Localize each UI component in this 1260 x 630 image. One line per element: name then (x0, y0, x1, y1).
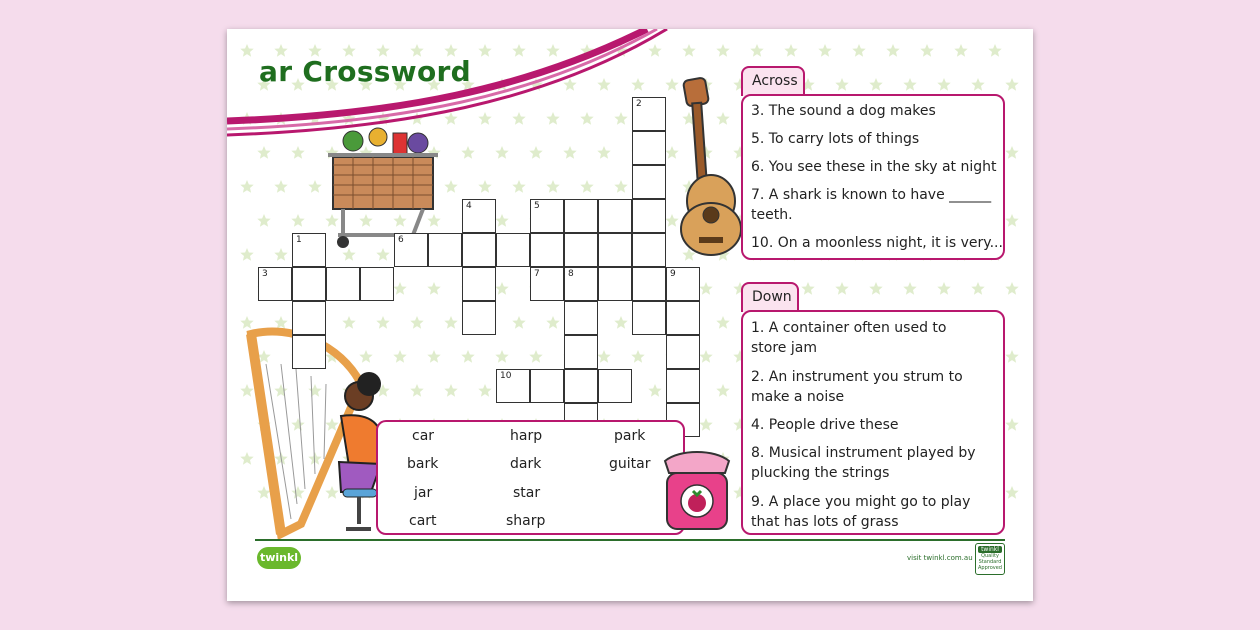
quality-badge (975, 543, 1005, 575)
word-bank-item: park (614, 428, 646, 444)
crossword-cell[interactable] (564, 369, 598, 403)
down-clue: 9. A place you might go to play (751, 494, 971, 510)
word-bank-item: star (513, 485, 541, 501)
crossword-cell[interactable] (598, 233, 632, 267)
clue-number: 1 (296, 235, 302, 245)
down-clue: 1. A container often used to (751, 320, 947, 336)
crossword-cell[interactable] (632, 301, 666, 335)
clue-number: 8 (568, 269, 574, 279)
clue-number: 5 (534, 201, 540, 211)
crossword-cell[interactable] (632, 131, 666, 165)
crossword-cell[interactable] (326, 267, 360, 301)
word-bank (376, 420, 685, 535)
crossword-cell[interactable] (292, 267, 326, 301)
down-clue: make a noise (751, 389, 845, 405)
crossword-cell[interactable] (462, 301, 496, 335)
across-clue: 5. To carry lots of things (751, 131, 920, 147)
clue-number: 6 (398, 235, 404, 245)
crossword-cell[interactable] (462, 267, 496, 301)
crossword-cell[interactable] (462, 199, 496, 233)
word-bank-item: bark (407, 456, 439, 472)
jam-jar-illustration (659, 447, 735, 533)
down-clue: store jam (751, 340, 817, 356)
crossword-cell[interactable] (632, 267, 666, 301)
crossword-cell[interactable] (632, 165, 666, 199)
word-bank-item: dark (510, 456, 542, 472)
crossword-cell[interactable] (564, 199, 598, 233)
crossword-cell[interactable] (632, 233, 666, 267)
crossword-cell[interactable] (632, 97, 666, 131)
down-clue: 4. People drive these (751, 417, 899, 433)
crossword-cell[interactable] (360, 267, 394, 301)
down-clue: 8. Musical instrument played by (751, 445, 976, 461)
crossword-cell[interactable] (564, 267, 598, 301)
word-bank-item: cart (409, 513, 437, 529)
across-clue: 7. A shark is known to have ______ (751, 187, 992, 203)
crossword-cell[interactable] (530, 199, 564, 233)
across-heading: Across (752, 73, 798, 89)
crossword-cell[interactable] (666, 335, 700, 369)
word-bank-item: jar (414, 485, 433, 501)
down-heading-tab (741, 282, 799, 312)
crossword-cell[interactable] (258, 267, 292, 301)
crossword-cell[interactable] (564, 335, 598, 369)
across-clue: 6. You see these in the sky at night (751, 159, 997, 175)
across-clue: 3. The sound a dog makes (751, 103, 936, 119)
clue-number: 3 (262, 269, 268, 279)
word-bank-item: harp (510, 428, 543, 444)
page-title: ar Crossword (259, 55, 471, 88)
crossword-cell[interactable] (598, 199, 632, 233)
clue-number: 4 (466, 201, 472, 211)
clue-number: 10 (500, 371, 512, 381)
badge-title: twinkl (978, 546, 1002, 553)
crossword-cell[interactable] (530, 233, 564, 267)
crossword-cell[interactable] (292, 233, 326, 267)
clue-number: 7 (534, 269, 540, 279)
crossword-cell[interactable] (564, 233, 598, 267)
footer-divider (255, 539, 1005, 541)
down-clue: that has lots of grass (751, 514, 899, 530)
twinkl-logo: twinkl (257, 547, 301, 569)
crossword-cell[interactable] (292, 335, 326, 369)
across-heading-tab (741, 66, 805, 96)
word-bank-item: sharp (506, 513, 546, 529)
crossword-cell[interactable] (598, 369, 632, 403)
worksheet (227, 29, 1033, 601)
clue-number: 2 (636, 99, 642, 109)
across-clue: 10. On a moonless night, it is very... (751, 235, 1003, 251)
crossword-cell[interactable] (496, 369, 530, 403)
crossword-cell[interactable] (292, 301, 326, 335)
crossword-cell[interactable] (598, 267, 632, 301)
crossword-cell[interactable] (666, 301, 700, 335)
down-heading: Down (752, 289, 792, 305)
crossword-cell[interactable] (666, 369, 700, 403)
crossword-cell[interactable] (666, 267, 700, 301)
badge-subtitle: Quality Standard Approved (978, 553, 1002, 571)
down-clue: plucking the strings (751, 465, 890, 481)
across-clues-box (741, 94, 1005, 260)
visit-website-text: visit twinkl.com.au (907, 554, 973, 562)
crossword-cell[interactable] (462, 233, 496, 267)
down-clues-box (741, 310, 1005, 535)
guitar-illustration (677, 77, 747, 257)
crossword-cell[interactable] (632, 199, 666, 233)
crossword-cell[interactable] (428, 233, 462, 267)
crossword-cell[interactable] (564, 301, 598, 335)
word-bank-item: guitar (609, 456, 651, 472)
crossword-cell[interactable] (394, 233, 428, 267)
across-clue: teeth. (751, 207, 793, 223)
down-clue: 2. An instrument you strum to (751, 369, 963, 385)
crossword-cell[interactable] (530, 369, 564, 403)
word-bank-item: car (412, 428, 435, 444)
clue-number: 9 (670, 269, 676, 279)
crossword-cell[interactable] (530, 267, 564, 301)
crossword-cell[interactable] (496, 233, 530, 267)
